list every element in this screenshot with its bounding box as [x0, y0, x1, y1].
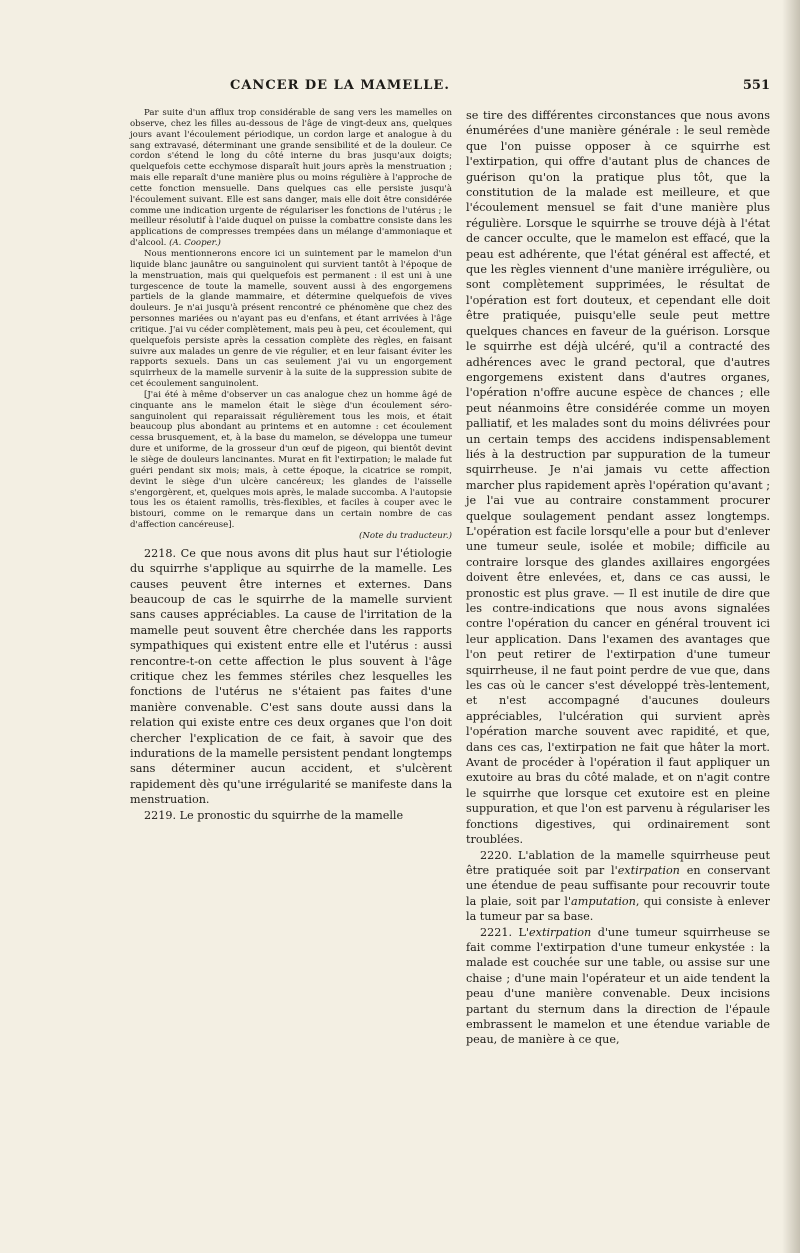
footnote-attribution: (A. Cooper.) [169, 238, 221, 249]
left-column [130, 108, 452, 823]
page-number: 551 [742, 78, 770, 93]
page-edge-shadow [782, 0, 800, 1253]
paragraph-2219: 2219. Le pronostic du squirrhe de la mamelle [144, 808, 404, 822]
paragraph-continuation: se tire des différentes circonstances que nous avons énumérées d'une manière générale : le seul remède que l'on puisse opposer à ce squirrhe est l'extirpation, qui offre d'autant plus de chances de guérison qu'on la pratique plus tôt, que la constitution de la malade est meilleure, et que l'écoulement mensuel se fait d'une manière plus régulière. Lorsque le squirrhe se trouve déjà à l'état de cancer occulte, que le mamelon est effacé, que la peau est adhérente, que l'état général est affecté, et que les règles viennent d'une manière irrégulière, ou sont complètement supprimées, le résultat de l'opération est fort douteux, et cependant elle doit être pratiquée, puisqu'elle seule peut mettre quelques chances en faveur de la guérison. Lorsque le squirrhe est déjà ulcéré, qu'il a contracté des adhérences avec le grand pectoral, que d'autres engorgemens existent dans d'autres organes, l'opération n'offre aucune espèce de chances ; elle peut néanmoins être considérée comme un moyen palliatif, et les malades sont du moins délivrées pour un certain temps des accidens indispensablement liés à la destruction par suppuration de la tumeur squirrheuse. Je n'ai jamais vu cette affection marcher plus rapidement après l'opération qu'avant ; je l'ai vue au contraire constamment procurer quelque soulagement pendant assez longtemps. L'opération est facile lorsqu'elle a pour but d'enlever une tumeur seule, isolée et mobile; difficile au contraire lorsque des glandes axillaires engorgées doivent être enlevées, et, dans ce cas aussi, le pronostic est plus grave. — Il est inutile de dire que les contre-indications que nous avons signalées contre l'opération du cancer en général trouvent ici leur application. Dans l'examen des avantages que l'on peut retirer de l'extirpation d'une tumeur squirrheuse, il ne faut point perdre de vue que, dans les cas où le cancer s'est développé très-lentement, et n'est accompagné d'aucunes douleurs appréciables, l'ulcération qui survient après l'opération marche souvent avec rapidité, et que, dans ces cas, l'extirpation ne fait que hâter la mort. Avant de procéder à l'opération il faut appliquer un exutoire au bras du côté malade, et on n'agit contre le squirrhe que lorsque cet exutoire est en pleine suppuration, et que l'on est parvenu à régulariser les fonctions digestives, qui ordinairement sont troublées. [466, 109, 770, 847]
paragraph-2218: 2218. Ce que nous avons dit plus haut sur l'étiologie du squirrhe s'applique au squirrhe de la mamelle. Les causes peuvent être internes et externes. Dans beaucoup de cas le squirrhe de la mamelle survient sans causes appréciables. La cause de l'irritation de la mamelle peut souvent être cherchée dans les rapports sympathiques qui existent entre elle et l'utérus : aussi rencontre-t-on cette affection le plus souvent à l'âge critique chez les femmes stériles chez lesquelles les fonctions de l'utérus ne s'étaient pas faites d'une manière convenable. C'est sans doute aussi dans la relation qui existe entre ces deux organes que l'on doit chercher l'explication de ce fait, à savoir que des indurations de la mamelle persistent pendant longtemps sans déterminer aucun accident, et s'ulcèrent rapidement dès qu'une irrégularité se manifeste dans la menstruation. [130, 546, 452, 807]
footnote-block [130, 108, 452, 542]
main-text [130, 546, 452, 823]
right-column [466, 108, 770, 1048]
footnote-paragraph: [J'ai été à même d'observer un cas analogue chez un homme âgé de cinquante ans le mamelon était le siège d'un écoulement séro-sanguinolent qui reparaissait régulièrement tous les mois, et était beaucoup plus abondant au printems et en automne : cet écoulement cessa brusquement, et, à la base du mamelon, se développa une tumeur dure et uniforme, de la grosseur d'un œuf de pigeon, qui bientôt devint le siège de douleurs lancinantes. Murat en fit l'extirpation; le malade fut guéri pendant six mois; mais, à cette époque, la cicatrice se rompit, devint le siège d'un ulcère cancéreux; les glandes de l'aisselle s'engorgèrent, et, quelques mois après, le malade succomba. A l'autopsie tous les os étaient ramollis, très-flexibles, et faciles à couper avec le bistouri, comme on le remarque dans un certain nombre de cas d'affection cancéreuse]. [130, 389, 452, 531]
footnote-paragraph: Par suite d'un afflux trop considérable de sang vers les mamelles on observe, chez les filles au-dessous de l'âge de vingt-deux ans, quelques jours avant l'écoulement périodique, un cordon large et analogue à du sang extravasé, déterminant une grande sensibilité et de la douleur. Ce cordon s'étend le long du côté interne du bras jusqu'aux doigts; quelquefois cette ecchymose disparaît huit jours après la menstruation ; mais elle reparaît d'une manière plus ou moins régulière à l'approche de cette fonction mensuelle. Dans quelques cas elle persiste jusqu'à l'écoulement suivant. Elle est sans danger, mais elle doit être considérée comme une indication urgente de régulariser les fonctions de l'utérus ; le meilleur résolutif à l'aide duquel on puisse la combattre consiste dans les applications de compresses trempées dans un mélange d'ammoniaque et d'alcool. (A. Cooper.) [130, 108, 452, 249]
translator-note-signature: (Note du traducteur.) [359, 530, 452, 541]
footnote-paragraph: Nous mentionnerons encore ici un suintement par le mamelon d'un liquide blanc jaunâtre ou sanguinolent qui survient tantôt à l'époque de la menstruation, mais qui quelquefois est permanent : il est uni à une turgescence de toute la mamelle, souvent aussi à des engorgemens partiels de la glande mammaire, et détermine quelquefois de vives douleurs. Je n'ai jusqu'à présent rencontré ce phénomène que chez des personnes mariées ou n'ayant pas eu d'enfans, et étant arrivées à l'âge critique. J'ai vu céder complètement, mais peu à peu, cet écoulement, qui quelquefois persiste après la cessation complète des règles, en faisant suivre aux malades un genre de vie régulier, et en leur faisant éviter les rapports sexuels. Dans un cas seulement j'ai vu un engorgement squirrheux de la mamelle survenir à la suite de la suppression subite de cet écoulement sanguinolent. [130, 248, 452, 390]
paragraph-2221: 2221. L'extirpation d'une tumeur squirrheuse se fait comme l'extirpation d'une tumeur enkystée : la malade est couchée sur une table, ou assise sur une chaise ; d'une main l'opérateur et un aide tendent la peau d'une manière convenable. Deux incisions partant du sternum dans la direction de l'épaule embrassent le mamelon et une étendue variable de peau, de manière à ce que, [466, 925, 770, 1047]
page-header [130, 78, 770, 100]
running-title: CANCER DE LA MAMELLE. [230, 78, 450, 93]
paragraph-2220: 2220. L'ablation de la mamelle squirrheuse peut être pratiquée soit par l'extirpation en conservant une étendue de peau suffisante pour recouvrir toute la plaie, soit par l'amputation, qui consiste à enlever la tumeur par sa base. [466, 848, 770, 924]
